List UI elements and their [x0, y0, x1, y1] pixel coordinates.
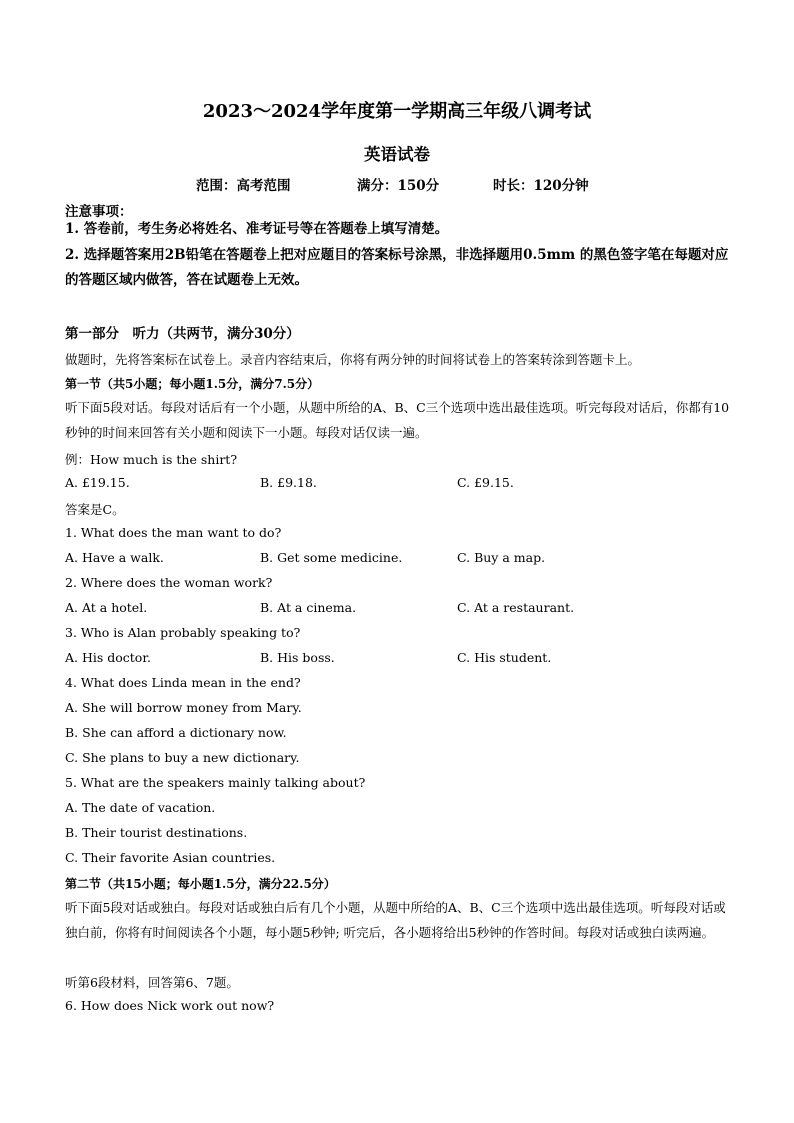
- question-1: 1. What does the man want to do?: [65, 525, 282, 540]
- example-answer: 答案是C。: [65, 502, 125, 517]
- question-3: 3. Who is Alan probably speaking to?: [65, 625, 301, 640]
- q2-option-b: B. At a cinema.: [260, 600, 357, 615]
- section1-heading: 第一节（共5小题；每小题1.5分，满分7.5分）: [65, 377, 320, 391]
- notice-item-1: 1. 答卷前，考生务必将姓名、准考证号等在答题卷上填写清楚。: [65, 221, 449, 237]
- q3-option-a: A. His doctor.: [65, 650, 151, 665]
- exam-duration: 时长：120分钟: [493, 178, 589, 194]
- q1-option-c: C. Buy a map.: [457, 550, 546, 565]
- part1-heading: 第一部分 听力（共两节，满分30分）: [65, 326, 300, 342]
- exam-title: 2023～2024学年度第一学期高三年级八调考试: [202, 101, 592, 122]
- q3-option-c: C. His student.: [457, 650, 552, 665]
- example-option-c: C. £9.15.: [457, 475, 514, 490]
- question-2: 2. Where does the woman work?: [65, 575, 273, 590]
- exam-subtitle: 英语试卷: [364, 145, 430, 164]
- q4-option-b: B. She can afford a dictionary now.: [65, 725, 287, 740]
- section1-instruction: 听下面5段对话。每段对话后有一个小题，从题中所给的A、B、C三个选项中选出最佳选项。听完每段对话后，你都有10秒钟的时间来回答有关小题和阅读下一小题。每段对话仅读一遍。: [65, 400, 730, 440]
- question-5: 5. What are the speakers mainly talking about?: [65, 775, 366, 790]
- example-option-a: A. £19.15.: [65, 475, 130, 490]
- q5-option-b: B. Their tourist destinations.: [65, 825, 248, 840]
- section2-instruction: 听下面5段对话或独白。每段对话或独白后有几个小题，从题中所给的A、B、C三个选项中选出最佳选项。听每段对话或独白前，你将有时间阅读各个小题，每小题5秒钟; 听完后，各小题将给出5秒钟的作答时间。每段对话或独白读两遍。: [65, 900, 726, 940]
- section2-heading: 第二节（共15小题；每小题1.5分，满分22.5分）: [65, 877, 336, 891]
- example-question: 例：How much is the shirt?: [65, 452, 238, 467]
- notice-heading: 注意事项：: [65, 204, 133, 220]
- q3-option-b: B. His boss.: [260, 650, 335, 665]
- q1-option-a: A. Have a walk.: [65, 550, 164, 565]
- q2-option-c: C. At a restaurant.: [457, 600, 575, 615]
- example-option-b: B. £9.18.: [260, 475, 317, 490]
- q1-option-b: B. Get some medicine.: [260, 550, 403, 565]
- q4-option-c: C. She plans to buy a new dictionary.: [65, 750, 300, 765]
- question-6: 6. How does Nick work out now?: [65, 998, 275, 1013]
- q2-option-a: A. At a hotel.: [65, 600, 148, 615]
- question-4: 4. What does Linda mean in the end?: [65, 675, 301, 690]
- section2-material: 听第6段材料，回答第6、7题。: [65, 975, 239, 990]
- exam-score: 满分：150分: [357, 178, 440, 194]
- part1-instruction: 做题时，先将答案标在试卷上。录音内容结束后，你将有两分钟的时间将试卷上的答案转涂到答题卡上。: [65, 352, 641, 367]
- exam-scope: 范围：高考范围: [196, 178, 291, 194]
- q5-option-a: A. The date of vacation.: [65, 800, 216, 815]
- q4-option-a: A. She will borrow money from Mary.: [65, 700, 302, 715]
- notice-item-2: 2. 选择题答案用2B铅笔在答题卷上把对应题目的答案标号涂黑，非选择题用0.5mm 的黑色签字笔在每题对应的答题区域内做答，答在试题卷上无效。: [65, 247, 729, 288]
- q5-option-c: C. Their favorite Asian countries.: [65, 850, 276, 865]
